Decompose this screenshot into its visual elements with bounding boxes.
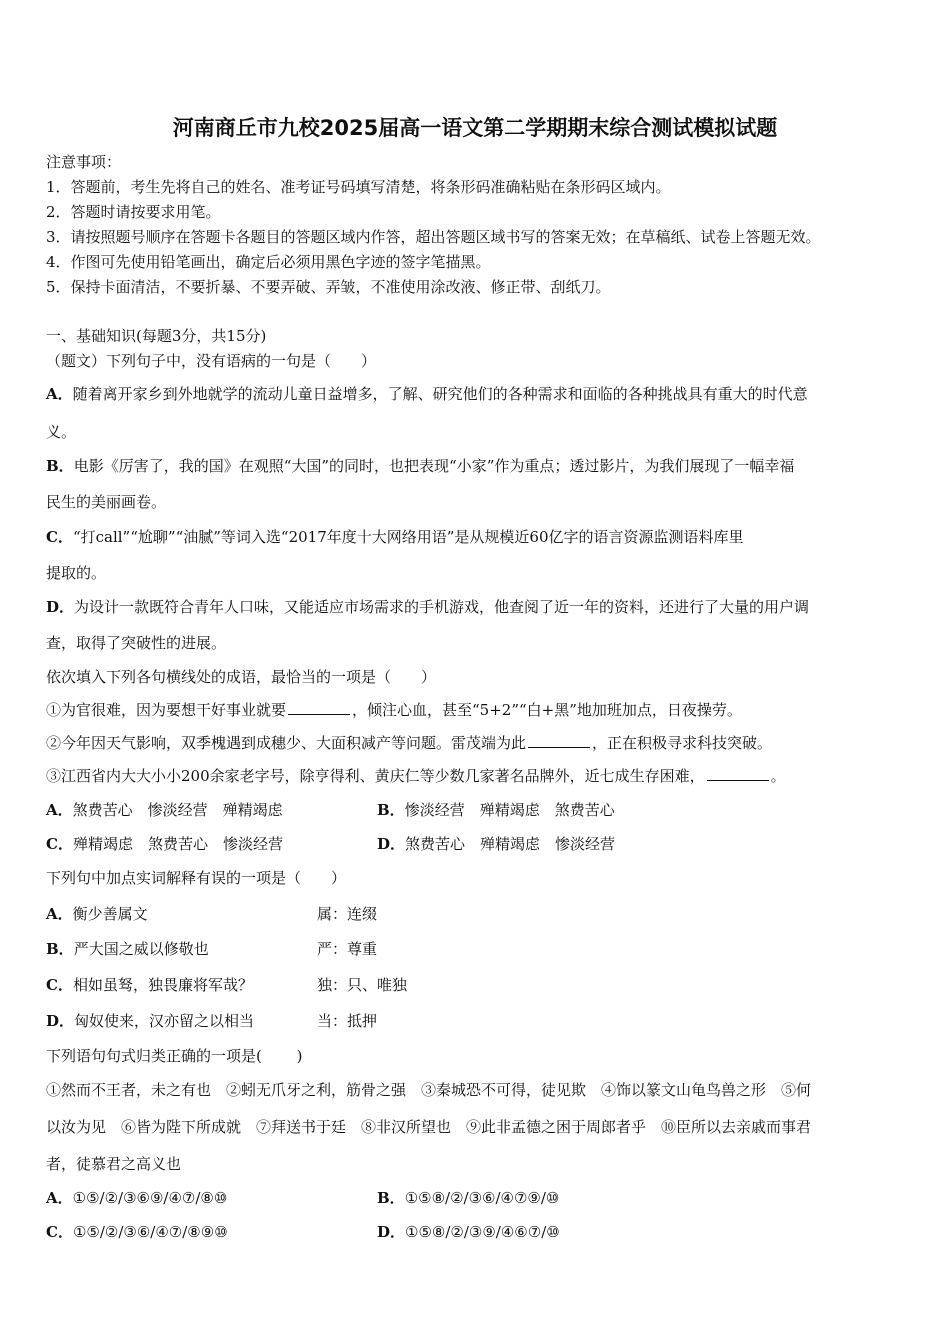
- option-text: 衡少善属文: [72, 905, 148, 923]
- option-text: 匈奴使来，汉亦留之以相当: [74, 1012, 255, 1030]
- q1-option-d-cont: 查，取得了突破性的进展。: [46, 634, 227, 652]
- q4-option-d: [377, 1222, 560, 1242]
- q4-option-a: [46, 1188, 227, 1208]
- q2-sentence-1: [46, 700, 742, 720]
- page-title: 河南商丘市九校2025届高一语文第二学期期末综合测试模拟试题: [172, 116, 778, 140]
- option-text: 相如虽驽，独畏廉将军哉？: [72, 976, 253, 994]
- q4-sentences-line-3: 者，徒慕君之高义也: [46, 1155, 182, 1173]
- option-label: C．: [46, 1223, 73, 1241]
- q3-stem: 下列句中加点实词解释有误的一项是（ ）: [46, 869, 347, 887]
- option-label: D．: [46, 598, 75, 616]
- q3-option-b-explanation: 严：尊重: [317, 940, 378, 958]
- notice-item-4: 4．作图可先使用铅笔画出，确定后必须用黑色字迹的签字笔描黑。: [46, 253, 491, 271]
- q3-option-a-explanation: 属：连缀: [317, 905, 378, 923]
- q1-option-d: [46, 597, 809, 617]
- q3-option-d: [46, 1011, 254, 1031]
- q2-option-c: [46, 834, 283, 854]
- option-text: 殚精竭虑 煞费苦心 惨淡经营: [72, 835, 283, 853]
- sentence-text: ③江西省内大大小小200余家老字号，除亨得利、黄庆仁等少数几家著名品牌外，近七成生存困难，: [46, 767, 705, 785]
- q1-option-c: [46, 527, 744, 547]
- option-label: C．: [46, 528, 73, 546]
- q3-option-d-explanation: 当：抵押: [317, 1012, 378, 1030]
- q1-option-c-cont: 提取的。: [46, 564, 107, 582]
- option-label: A．: [46, 801, 73, 819]
- option-label: D．: [377, 835, 406, 853]
- option-label: D．: [377, 1223, 406, 1241]
- q3-option-c-explanation: 独：只、唯独: [317, 976, 408, 994]
- fill-blank: [707, 766, 769, 781]
- sentence-text: ①为官很难，因为要想干好事业就要: [46, 701, 287, 719]
- section-heading: 一、基础知识(每题3分，共15分): [46, 327, 267, 345]
- notice-item-1: 1．答题前，考生先将自己的姓名、准考证号码填写清楚，将条形码准确粘贴在条形码区域内。: [46, 178, 671, 196]
- q1-option-b-cont: 民生的美丽画卷。: [46, 493, 167, 511]
- option-label: B．: [377, 801, 405, 819]
- option-text: ①⑤⑧/②/③⑨/④⑥⑦/⑩: [405, 1223, 560, 1241]
- option-text: ①⑤⑧/②/③⑥/④⑦⑨/⑩: [404, 1189, 560, 1207]
- fill-blank: [288, 700, 350, 715]
- q1-option-b: [46, 456, 794, 476]
- option-text: ①⑤/②/③⑥⑨/④⑦/⑧⑩: [72, 1189, 228, 1207]
- option-text: 电影《厉害了，我的国》在观照“大国”的同时，也把表现“小家”作为重点；透过影片，为我们展现了一幅幸福: [73, 457, 795, 475]
- q4-option-b: [377, 1188, 559, 1208]
- notice-heading: 注意事项：: [46, 153, 122, 171]
- q4-option-c: [46, 1222, 228, 1242]
- sentence-text: ，正在积极寻求科技突破。: [592, 734, 773, 752]
- option-label: C．: [46, 835, 73, 853]
- notice-item-5: 5．保持卡面清洁，不要折暴、不要弄破、弄皱，不准使用涂改液、修正带、刮纸刀。: [46, 278, 611, 296]
- option-label: A．: [46, 385, 73, 403]
- option-label: D．: [46, 1012, 75, 1030]
- q2-stem: 依次填入下列各句横线处的成语，最恰当的一项是（ ）: [46, 668, 437, 686]
- q1-option-a: [46, 384, 808, 404]
- q1-stem: （题文）下列句子中，没有语病的一句是（ ）: [46, 352, 377, 370]
- option-text: 煞费苦心 殚精竭虑 惨淡经营: [405, 835, 616, 853]
- fill-blank: [528, 733, 590, 748]
- q3-option-c: [46, 975, 253, 995]
- option-label: B．: [377, 1189, 405, 1207]
- sentence-text: 。: [770, 767, 786, 785]
- option-text: 惨淡经营 殚精竭虑 煞费苦心: [404, 801, 615, 819]
- q3-option-b: [46, 939, 209, 959]
- option-label: A．: [46, 1189, 73, 1207]
- q3-option-a: [46, 904, 148, 924]
- q2-option-b: [377, 800, 615, 820]
- option-label: C．: [46, 976, 73, 994]
- option-text: 随着离开家乡到外地就学的流动儿童日益增多，了解、研究他们的各种需求和面临的各种挑战具有重大的时代意: [72, 385, 808, 403]
- option-label: B．: [46, 940, 74, 958]
- notice-item-3: 3．请按照题号顺序在答题卡各题目的答题区域内作答，超出答题区域书写的答案无效；在草稿纸、试卷上答题无效。: [46, 228, 821, 246]
- option-label: B．: [46, 457, 74, 475]
- option-text: 严大国之威以修敬也: [73, 940, 209, 958]
- option-label: A．: [46, 905, 73, 923]
- q2-sentence-3: [46, 766, 786, 786]
- q4-sentences-line-2: 以汝为见 ⑥皆为陛下所成就 ⑦拜送书于廷 ⑧非汉所望也 ⑨此非孟德之困于周郎者乎 ⑩臣所以去亲戚而事君: [46, 1118, 812, 1136]
- option-text: “打call”“尬聊”“油腻”等词入选“2017年度十大网络用语”是从规模近60亿字的语言资源监测语料库里: [72, 528, 744, 546]
- q4-sentences-line-1: ①然而不王者，未之有也 ②蚓无爪牙之利，筋骨之强 ③秦城恐不可得，徒见欺 ④饰以篆文山龟鸟兽之形 ⑤何: [46, 1081, 812, 1099]
- option-text: 为设计一款既符合青年人口味，又能适应市场需求的手机游戏，他查阅了近一年的资料，还进行了大量的用户调: [74, 598, 810, 616]
- q2-option-a: [46, 800, 283, 820]
- q1-option-a-cont: 义。: [46, 423, 77, 441]
- q2-option-d: [377, 834, 615, 854]
- sentence-text: ②今年因天气影响，双季槐遇到成穗少、大面积减产等问题。雷茂端为此: [46, 734, 527, 752]
- q4-stem: 下列语句句式归类正确的一项是( ): [46, 1047, 303, 1065]
- option-text: ①⑤/②/③⑥/④⑦/⑧⑨⑩: [72, 1223, 228, 1241]
- notice-item-2: 2．答题时请按要求用笔。: [46, 203, 221, 221]
- option-text: 煞费苦心 惨淡经营 殚精竭虑: [72, 801, 283, 819]
- q2-sentence-2: [46, 733, 772, 753]
- sentence-text: ，倾注心血，甚至“5+2”“白+黑”地加班加点，日夜操劳。: [352, 701, 742, 719]
